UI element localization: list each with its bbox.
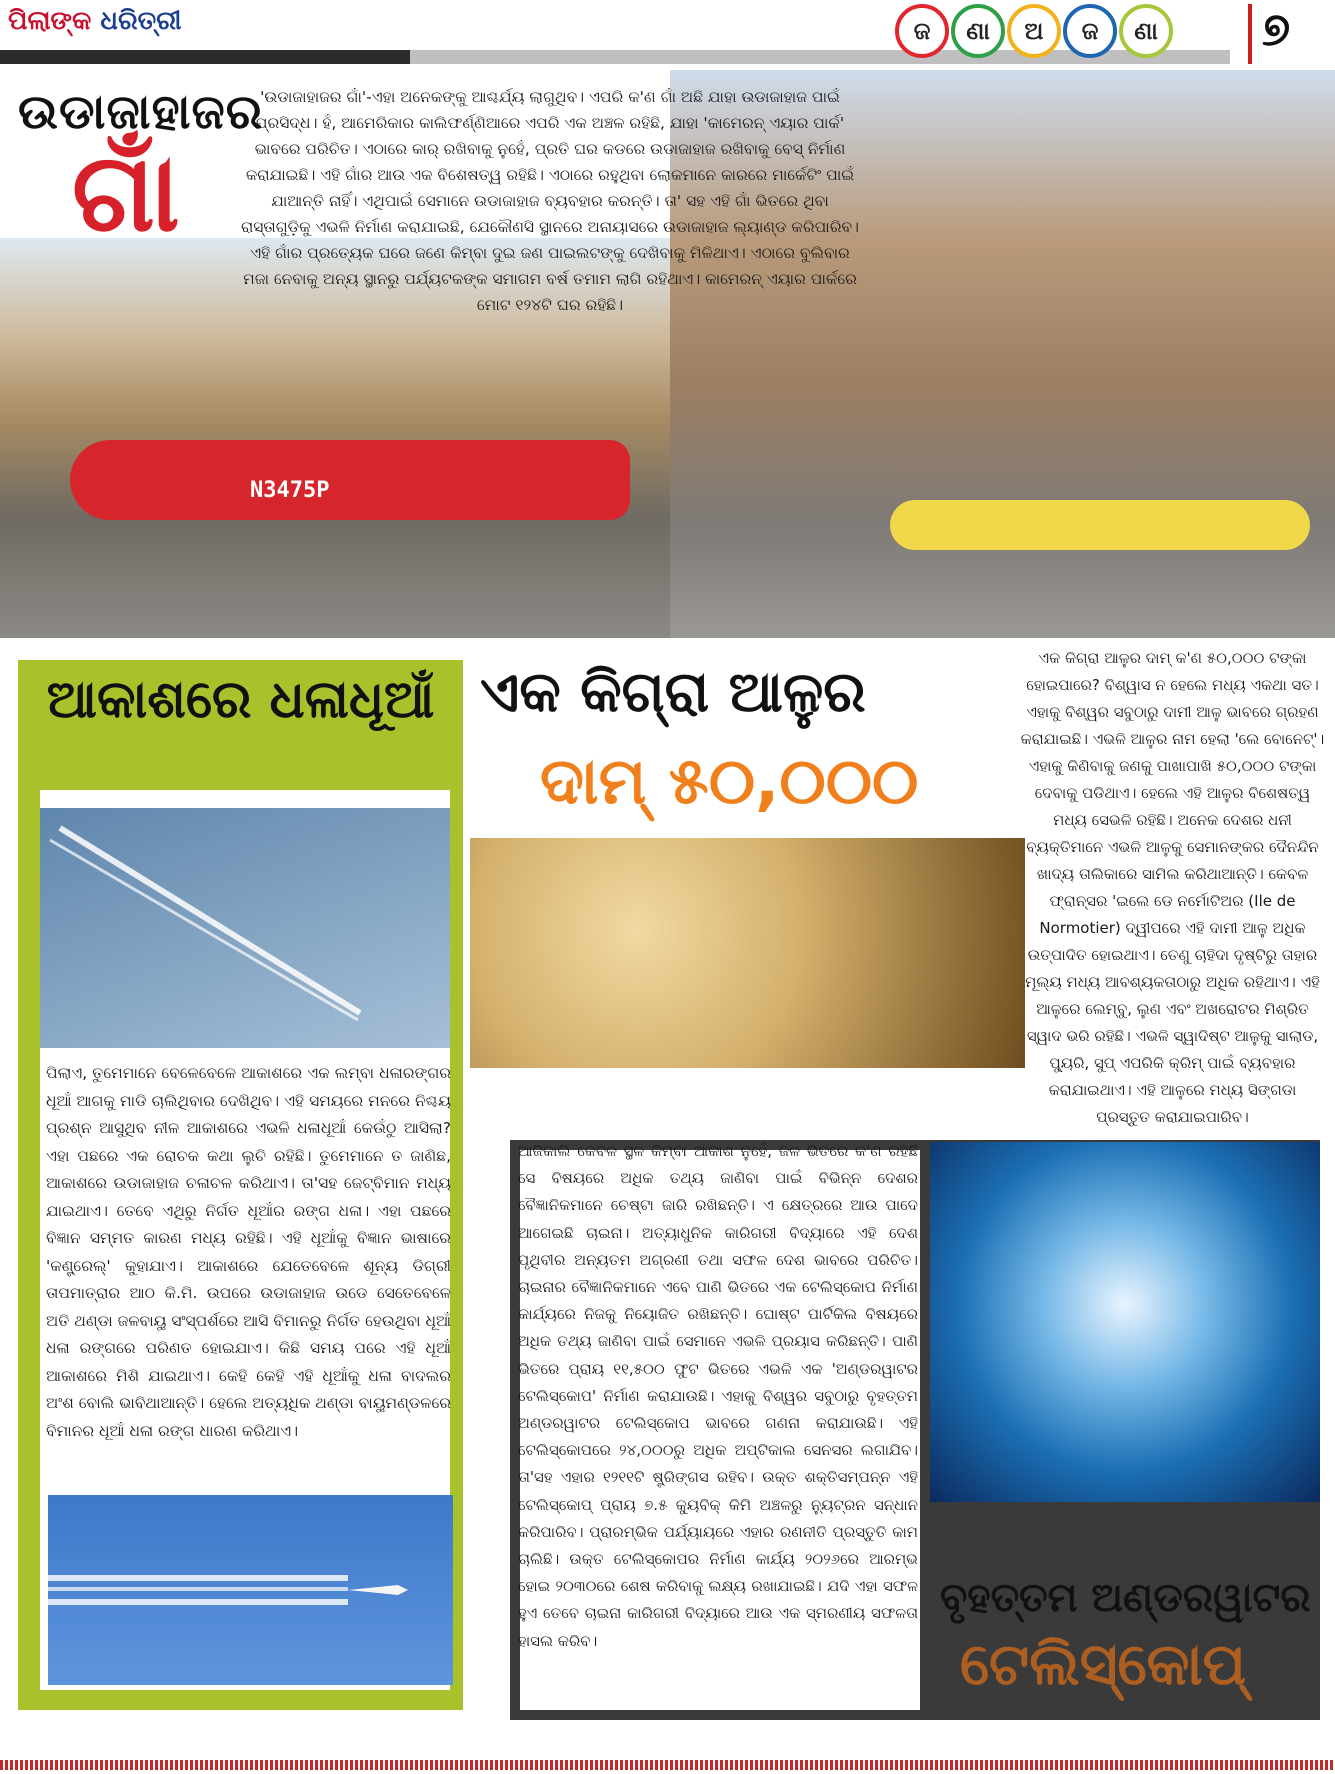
article2-title: ଆକାଶରେ ଧଳାଧୂଆଁ <box>46 670 435 730</box>
masthead-right: ଧରିତ୍ରୀ <box>100 6 182 36</box>
photo-underwater-telescope <box>930 1142 1320 1502</box>
masthead-title <box>8 6 188 37</box>
header-divider <box>1248 4 1252 64</box>
plane-registration: N3475P <box>250 478 330 503</box>
footer-rule <box>0 1760 1335 1770</box>
badge-circle: ଣା <box>951 4 1005 58</box>
red-plane-shape <box>70 440 630 520</box>
badge-circle: ଜ <box>895 4 949 58</box>
article2-body: ପିଲାଏ, ତୁମେମାନେ ବେଳେବେଳେ ଆକାଶରେ ଏକ ଲମ୍ବା ଧଳାରଙ୍ଗର ଧୂଆଁ ଆଗକୁ ମାଡି ଚାଲିଥିବାର ଦେଖିଥିବ। ଏହି ସମୟରେ ମନରେ ନିଶ୍ଚୟ ପ୍ରଶ୍ନ ଆସୁଥିବ ନୀଳ ଆକାଶରେ ଏଭଳି ଧଳାଧୂଆଁ କେଉଁଠୁ ଆସିଲା? ଏହା ପଛରେ ଏକ ରୋଚକ କଥା ଲୁଚି ରହିଛି। ତୁମେମାନେ ତ ଜାଣିଛ, ଆକାଶରେ ଉଡାଜାହାଜ ଚଳାଚଳ କରିଥାଏ। ତା'ସହ ଜେଟ୍‌ବିମାନ ମଧ୍ୟ ଯାଇଥାଏ। ତେବେ ଏଥିରୁ ନିର୍ଗତ ଧୂଆଁର ରଙ୍ଗ ଧଳା। ଏହା ପଛରେ ବିଜ୍ଞାନ ସମ୍ମତ କାରଣ ମଧ୍ୟ ରହିଛି। ଏହି ଧୂଆଁକୁ ବିଜ୍ଞାନ ଭାଷାରେ 'କଣ୍ଟ୍ରେଲ୍' କୁହାଯାଏ। ଆକାଶରେ ଯେତେବେଳେ ଶୂନ୍ୟ ଡିଗ୍ରୀ ତାପମାତ୍ରାର ଆଠ କି.ମି. ଉପରେ ଉଡାଜାହାଜ ଉଡେ ସେତେବେଳେ ଅତି ଥଣ୍ଡା ଜଳବାୟୁ ସଂସ୍ପର୍ଶରେ ଆସି ବିମାନରୁ ନିର୍ଗତ ହେଉଥିବା ଧୂଆଁ ଧଳା ରଙ୍ଗରେ ପରିଣତ ହୋଇଯାଏ। କିଛି ସମୟ ପରେ ଏହି ଧୂଆଁ ଆକାଶରେ ମିଶି ଯାଇଥାଏ। କେହି କେହି ଏହି ଧୂଆଁକୁ ଧଳା ବାଦଲର ଅଂଶ ବୋଲି ଭାବିଥାଆନ୍ତି। ହେଲେ ଅତ୍ୟଧିକ ଥଣ୍ଡା ବାୟୁମଣ୍ଡଳରେ ବିମାନର ଧୂଆଁ ଧଳା ରଙ୍ଗ ଧାରଣ କରିଥାଏ। <box>46 1064 451 1440</box>
photo-potatoes <box>470 838 1025 1068</box>
article4-title-line2: ଟେଲିସ୍କୋପ୍ <box>960 1630 1247 1698</box>
header-rule-dark <box>0 50 410 64</box>
badge-circle: ଣା <box>1119 4 1173 58</box>
page-number: ୭ <box>1262 2 1291 56</box>
article4-title-line1: ବୃହତ୍ତମ ଅଣ୍ଡରୱାଟର <box>940 1575 1311 1621</box>
masthead-left: ପିଲାଙ୍କ <box>8 6 92 36</box>
article3-title-line2: ଦାମ୍ ୫୦,୦୦୦ <box>540 745 919 819</box>
article1-title: ଉଡାଜାହାଜର <box>18 84 264 140</box>
badge-circle: ଜ <box>1063 4 1117 58</box>
masthead <box>8 6 188 46</box>
yellow-plane-shape <box>890 500 1310 550</box>
section-badge <box>895 4 1173 62</box>
article4-body: ଆଜିକାଲି କେବଳ ସ୍ଥଳ କିମ୍ବା ଆକାଶ ନୁହେଁ, ଜଳ ଭିତରେ କ'ଣ ରହିଛି ସେ ବିଷୟରେ ଅଧିକ ତଥ୍ୟ ଜାଣିବା ପାଇଁ ବିଭିନ୍ନ ଦେଶର ବୈଜ୍ଞାନିକମାନେ ଚେଷ୍ଟା ଜାରି ରଖିଛନ୍ତି। ଏ କ୍ଷେତ୍ରରେ ଆଉ ପାଦେ ଆଗେଇଛି ଚାଇନା। ଅତ୍ୟାଧୁନିକ କାରିଗରୀ ବିଦ୍ୟାରେ ଏହି ଦେଶ ପୃଥିବୀର ଅନ୍ୟତମ ଅଗ୍ରଣୀ ତଥା ସଫଳ ଦେଶ ଭାବରେ ପରିଚିତ। ଚାଇନାର ବୈଜ୍ଞାନିକମାନେ ଏବେ ପାଣି ଭିତରେ ଏକ ଟେଲିସ୍କୋପ ନିର୍ମାଣ କାର୍ଯ୍ୟରେ ନିଜକୁ ନିୟୋଜିତ ରଖିଛନ୍ତି। ଘୋଷ୍ଟ ପାର୍ଟିକିଲ ବିଷୟରେ ଅଧିକ ତଥ୍ୟ ଜାଣିବା ପାଇଁ ସେମାନେ ଏଭଳି ପ୍ରୟାସ କରିଛନ୍ତି। ପାଣି ଭିତରେ ପ୍ରାୟ ୧୧,୫୦୦ ଫୁଟ ଭିତରେ ଏଭଳି ଏକ 'ଅଣ୍ଡରୱାଟର ଟେଲିସ୍କୋପ' ନିର୍ମାଣ କରାଯାଉଛି। ଏହାକୁ ବିଶ୍ୱର ସବୁଠାରୁ ବୃହତ୍ତମ ଅଣ୍ଡରୱାଟର ଟେଲିସ୍କୋପ ଭାବରେ ଗଣନା କରାଯାଉଛି। ଏହି ଟେଲିସ୍କୋପରେ ୨୪,୦୦୦ରୁ ଅଧିକ ଅପ୍ଟିକାଲ ସେନସର ଲଗାଯିବ। ତା'ସହ ଏହାର ୧୨୧୧ଟି ଷ୍ଟ୍ରିଙ୍ଗସ ରହିବ। ଉକ୍ତ ଶକ୍ତିସମ୍ପନ୍ନ ଏହି ଟେଲିସ୍କୋପ୍ ପ୍ରାୟ ୭.୫ କ୍ୟୁବିକ୍ କିମି ଅଞ୍ଚଳରୁ ନ୍ୟୁଟ୍ରନ ସନ୍ଧାନ କରିପାରିବ। ପ୍ରାରମ୍ଭିକ ପର୍ଯ୍ୟାୟରେ ଏହାର ରଣନୀତି ପ୍ରସ୍ତୁତି କାମ ଚାଲିଛି। ଉକ୍ତ ଟେଲିସ୍କୋପର ନିର୍ମାଣ କାର୍ଯ୍ୟ ୨୦୨୬ରେ ଆରମ୍ଭ ହୋଇ ୨୦୩୦ରେ ଶେଷ କରିବାକୁ ଲକ୍ଷ୍ୟ ରଖାଯାଇଛି। ଯଦି ଏହା ସଫଳ ହୁଏ ତେବେ ଚାଇନା କାରିଗରୀ ବିଦ୍ୟାରେ ଆଉ ଏକ ସ୍ମରଣୀୟ ସଫଳତା ହାସଲ କରିବ। <box>518 1142 918 1650</box>
article3-title-line1: ଏକ କିଗ୍ରା ଆଳୁର <box>480 660 866 725</box>
article3-body: ଏକ କିଗ୍ରା ଆଳୁର ଦାମ୍ କ'ଣ ୫୦,୦୦୦ ଟଙ୍କା ହୋଇପାରେ? ବିଶ୍ୱାସ ନ ହେଲେ ମଧ୍ୟ ଏକଥା ସତ। ଏହାକୁ ବିଶ୍ୱର ସବୁଠାରୁ ଦାମୀ ଆଳୁ ଭାବରେ ଗ୍ରହଣ କରାଯାଇଛି। ଏଭଳି ଆଳୁର ନାମ ହେଲା 'ଲେ ବୋନେଟ୍'। ଏହାକୁ କିଣିବାକୁ ଜଣକୁ ପାଖାପାଖି ୫୦,୦୦୦ ଟଙ୍କା ଦେବାକୁ ପଡିଥାଏ। ହେଲେ ଏହି ଆଳୁର ବିଶେଷତ୍ୱ ମଧ୍ୟ ସେଭଳି ରହିଛି। ଅନେକ ଦେଶର ଧନୀ ବ୍ୟକ୍ତିମାନେ ଏଭଳି ଆଳୁକୁ ସେମାନଙ୍କର ଦୈନନ୍ଦିନ ଖାଦ୍ୟ ତାଲିକାରେ ସାମିଲ କରିଥାଆନ୍ତି। କେବଳ ଫ୍ରାନ୍ସର 'ଇଲେ ଡେ ନର୍ମୋଟିଅର (Ile de Normotier) ଦ୍ୱୀପରେ ଏହି ଦାମୀ ଆଳୁ ଅଧିକ ଉତ୍ପାଦିତ ହୋଇଥାଏ। ତେଣୁ ଚାହିଦା ଦୃଷ୍ଟିରୁ ତାହାର ମୂଲ୍ୟ ମଧ୍ୟ ଆବଶ୍ୟକତାଠାରୁ ଅଧିକ ରହିଥାଏ। ଏହି ଆଳୁରେ ଲେମ୍ବୁ, ଲୁଣ ଏବଂ ଅଖରୋଟର ମିଶ୍ରିତ ସ୍ୱାଦ ଭରି ରହିଛି। ଏଭଳି ସ୍ୱାଦିଷ୍ଟ ଆଳୁକୁ ସାଲାଡ, ପ୍ୟୁରି, ସୁପ୍ ଏପରିକି କ୍ରିମ୍ ପାଇଁ ବ୍ୟବହାର କରାଯାଇଥାଏ। ଏହି ଆଳୁରେ ମଧ୍ୟ ସିଙ୍ଗଡା ପ୍ରସ୍ତୁତ କରାଯାଇପାରିବ। <box>1020 649 1325 1126</box>
badge-circle: ଅ <box>1007 4 1061 58</box>
contrail-graphic <box>40 808 450 1048</box>
article1-title-big: ଗାଁ <box>72 131 180 256</box>
article1-body: 'ଉଡାଜାହାଜର ଗାଁ'-ଏହା ଅନେକଙ୍କୁ ଆଶ୍ଚର୍ଯ୍ୟ ଲାଗୁଥିବ। ଏପରି କ'ଣ ଗାଁ ଅଛି ଯାହା ଉଡାଜାହାଜ ପାଇଁ ପ୍ରସିଦ୍ଧ। ହଁ, ଆମେରିକାର କାଲିଫର୍ଣ୍ଣିଆରେ ଏପରି ଏକ ଅଞ୍ଚଳ ରହିଛି, ଯାହା 'କାମେରନ୍ ଏୟାର ପାର୍କ' ଭାବରେ ପରିଚିତ। ଏଠାରେ କାର୍ ରଖିବାକୁ ନୁହେଁ, ପ୍ରତି ଘର କଡରେ ଉଡାଜାହାଜ ରଖିବାକୁ ବେସ୍ ନିର୍ମାଣ କରାଯାଇଛି। ଏହି ଗାଁର ଆଉ ଏକ ବିଶେଷତ୍ୱ ରହିଛି। ଏଠାରେ ରହୁଥିବା ଲୋକମାନେ କାରରେ ମାର୍କେଟିଂ ପାଇଁ ଯାଆନ୍ତି ନାହିଁ। ଏଥିପାଇଁ ସେମାନେ ଉଡାଜାହାଜ ବ୍ୟବହାର କରନ୍ତି। ତା' ସହ ଏହି ଗାଁ ଭିତରେ ଥିବା ରାସ୍ତାଗୁଡ଼ିକୁ ଏଭଳି ନିର୍ମାଣ କରାଯାଇଛି, ଯେକୌଣସି ସ୍ଥାନରେ ଅନାୟାସରେ ଉଡାଜାହାଜ ଲ୍ୟାଣ୍ଡ କରିପାରିବ। ଏହି ଗାଁର ପ୍ରତ୍ୟେକ ଘରେ ଜଣେ କିମ୍ବା ଦୁଇ ଜଣ ପାଇଲଟଙ୍କୁ ଦେଖିବାକୁ ମିଳିଥାଏ। ଏଠାରେ ବୁଲିବାର ମଜା ନେବାକୁ ଅନ୍ୟ ସ୍ଥାନରୁ ପର୍ଯ୍ୟଟକଙ୍କ ସମାଗମ ବର୍ଷ ତମାମ ଲାଗି ରହିଥାଏ। କାମେରନ୍ ଏୟାର ପାର୍କରେ ମୋଟ ୧୨୪ଟି ଘର ରହିଛି। <box>240 88 859 314</box>
plane-contrail-graphic <box>48 1495 453 1685</box>
photo-plane-contrail <box>48 1495 453 1685</box>
